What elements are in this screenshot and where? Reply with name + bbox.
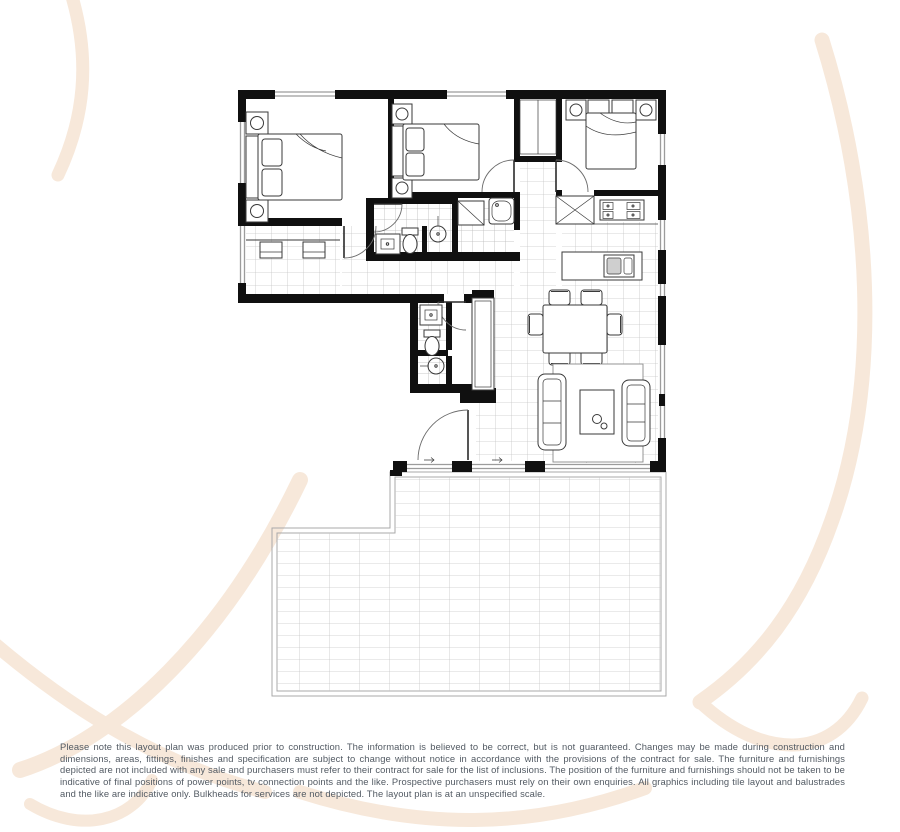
window [241,224,245,283]
cooktop [600,200,644,220]
toilet [425,337,439,356]
bed-headboard [246,136,258,198]
vanity [420,305,442,325]
double-bed [586,113,636,169]
bedside-table [566,100,586,120]
sliding-door [472,465,525,469]
dining-chair [581,290,602,305]
dining-chair [549,290,570,305]
coffee-table [580,390,614,434]
terrace [272,470,666,696]
dining-chair [607,314,622,335]
sofa [538,374,566,450]
toilet-cistern [402,228,418,235]
pillow [406,128,424,151]
island-bench [562,252,642,280]
bed-headboard [392,126,403,176]
pillow [612,100,633,113]
dining-chair [528,314,543,335]
dining-table [543,305,607,353]
pillow [262,169,282,196]
toilet-cistern [424,330,440,337]
pillow [262,139,282,166]
stool [260,242,282,258]
shower-base [489,198,514,224]
window [661,284,665,296]
bedside-table [246,112,268,134]
sliding-door [407,465,452,469]
bedroom-3-furniture [566,100,656,169]
pillow [406,153,424,176]
window [661,134,665,165]
window [661,345,665,438]
sofa [622,380,650,446]
terrace-tiles [277,477,661,691]
living-furniture [538,364,650,462]
sliding-door [545,465,650,469]
window [275,92,335,96]
bedroom-1-furniture [246,112,342,222]
bedside-table [246,200,268,222]
window [241,122,245,183]
stool [303,242,325,258]
bedside-table [392,104,412,124]
disclaimer-text: Please note this layout plan was produced prior to construction. The information is believed to be correct, but is not guaranteed. Changes may be made during construction and dimensions, areas, fittings, finishes and specification are subject to change without notice in accordance with the provisions of the contract for sale. The furniture and furnishings depicted are not included with any sale and purchasers must refer to their contract for sale for the list of inclusions. The position of the furniture and furnishings should not be taken to be indicative of final positions of power points, tv connection points and the like. Prospective purchasers must rely on their own enquiries. All graphics including tile layout and balustrades and the like are indicative only. Bulkheads for services are not depicted. The layout plan is at an unspecified scale. [60,741,845,799]
bedside-table [392,178,412,198]
pillow [588,100,609,113]
window [661,220,665,250]
toilet [403,235,417,254]
window [447,92,506,96]
vanity [376,234,400,254]
bedside-table [636,100,656,120]
